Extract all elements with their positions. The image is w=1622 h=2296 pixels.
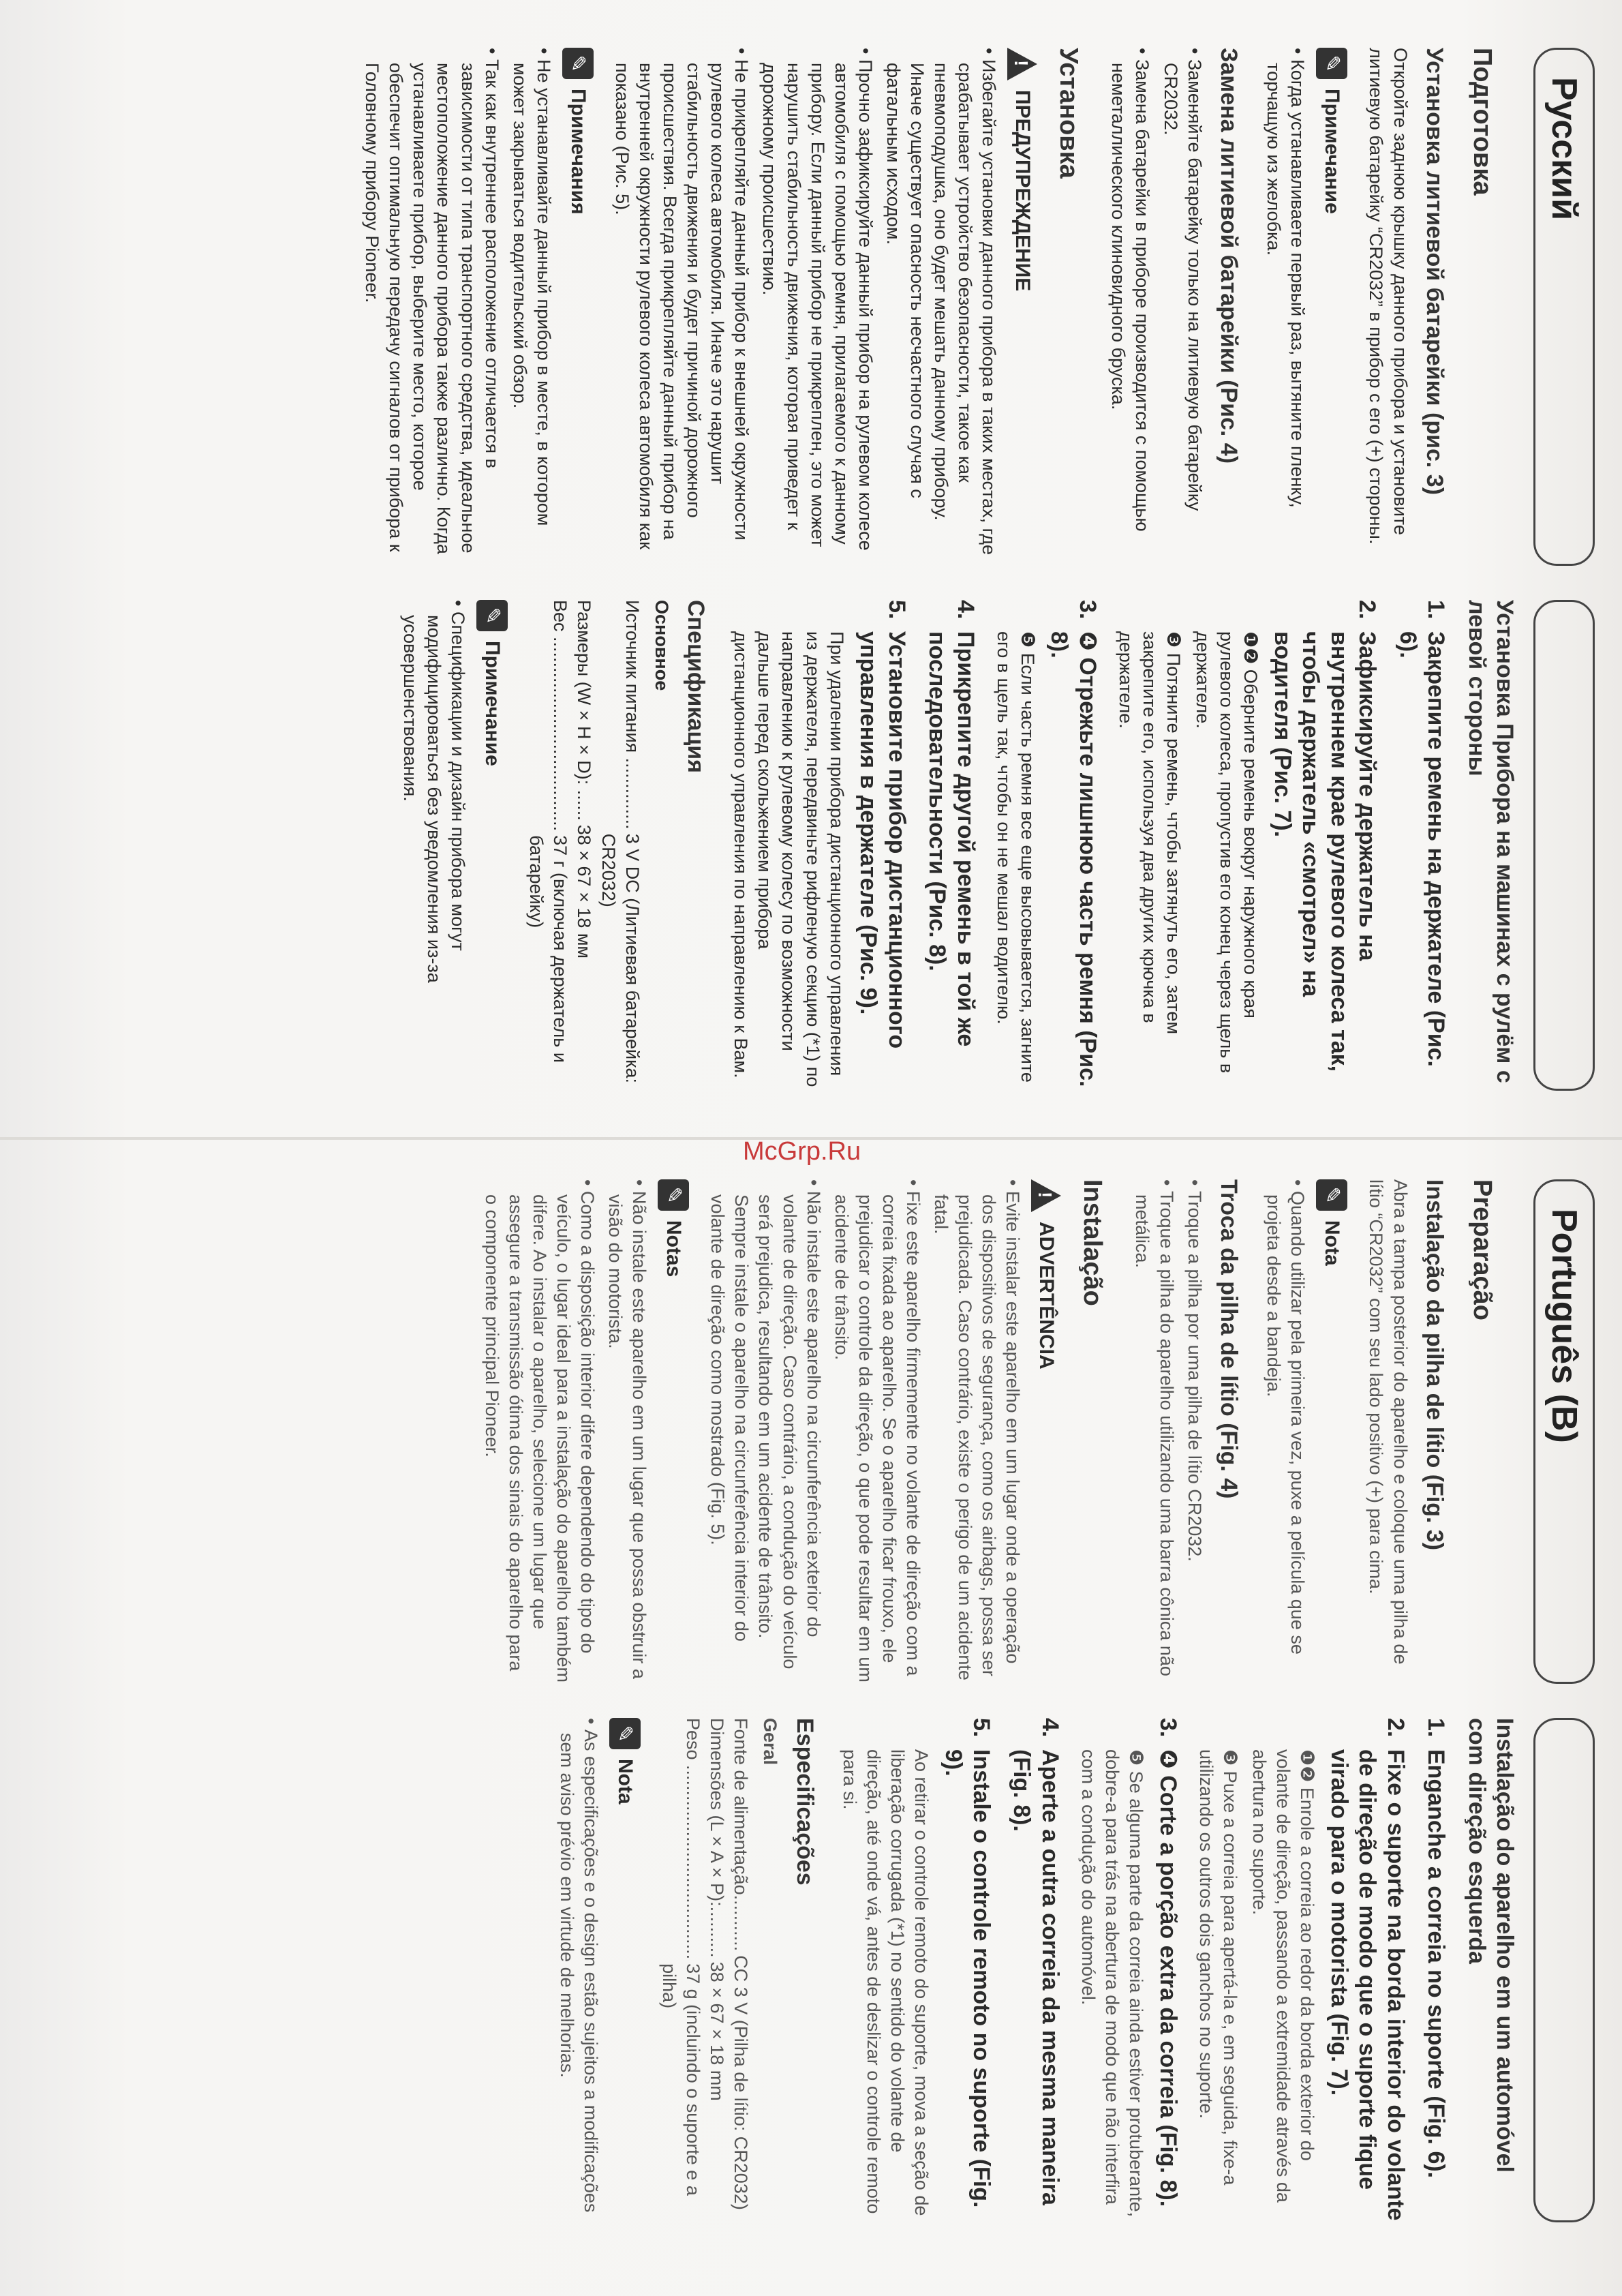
spec-key: Fonte de alimentação........... bbox=[731, 1718, 752, 1952]
pt-left-mount-heading: Instalação do aparelho em um automóvel com direção esquerda bbox=[1463, 1718, 1518, 2173]
pt-preparation-heading: Preparação bbox=[1468, 1179, 1497, 1321]
ru-step-1 bbox=[1393, 600, 1450, 1091]
list-item: • Не прикрепляйте данный прибор к внешней окружности рулевого колеса автомобиля. Иначе это нарушит стабильность движения и будет причиной дорожного происшествия. Всегда прикрепляйте данный прибор на внутренней окружности рулевого колеса автомобиля как показано (Рис. 5). bbox=[610, 48, 754, 566]
list-item: • Troque a pilha por uma pilha de lítio CR2032. bbox=[1182, 1179, 1206, 1684]
list-item: • Замена батарейки в приборе производится с помощью неметаллического клиновидного бруска. bbox=[1106, 48, 1154, 566]
list-item: • Não instale este aparelho em um lugar que possa obstruir a visão do motorista. bbox=[603, 1179, 651, 1684]
step-title: Fixe o suporte na borda interior do volante de direção de modo que o suporte fique virado para o motorista (Fig. 7). bbox=[1326, 1749, 1409, 2221]
portuguese-tab-label: Português (B) bbox=[1544, 1209, 1584, 1443]
list-item: • Не устанавливайте данный прибор в месте, в котором может закрываться водительский обзор. bbox=[508, 48, 555, 566]
step-number: 2. bbox=[1382, 1718, 1409, 1738]
ru-step-2 bbox=[1268, 600, 1381, 1091]
pencil-note-icon: ✎ bbox=[1316, 48, 1347, 79]
step-title: Закрепите ремень на держателе (Рис. 6). bbox=[1394, 631, 1450, 1067]
pt-battery-install-text: Abra a tampa posterior do aparelho e coloque uma pilha de lítio “CR2032” com seu lado positivo (+) para cima. bbox=[1366, 1179, 1411, 1665]
pencil-note-icon: ✎ bbox=[1316, 1179, 1347, 1211]
pencil-note-icon: ✎ bbox=[658, 1179, 689, 1211]
list-item: • Прочно зафиксируйте данный прибор на рулевом колесе автомобиля с помощью ремня, прилагаемого к данному прибору. Если данный прибор не прикреплен, это может нарушить стабильность движения, которая приведет к дорожному происшествию. bbox=[757, 48, 876, 566]
ru-warning bbox=[1007, 48, 1037, 566]
spec-row bbox=[705, 1718, 729, 2222]
pt-step-2 bbox=[1324, 1718, 1409, 2222]
pt-notes2-title: Notas bbox=[662, 1220, 686, 1278]
step-detail: При удалении прибора дистанционного управления из держателя, передвиньте рифленую секцию (*1) по направлению к рулевому колесу по возможности дальше перед скольжением прибора дистанционного управления по направлению к Вам. bbox=[731, 631, 847, 1087]
list-item: • Evite instalar este aparelho em um lugar onde a operação dos dispositivos de segurança, como os airbags, possa ser prejudicada. Caso contrário, existe o perigo de um acidente fatal. bbox=[929, 1179, 1024, 1684]
list-item: • Não instale este aparelho na circunferência exterior do volante de direção. Caso contrário, a condução do veículo será prejudica, resultando em um acidente de trânsito. Sempre instale o aparelho na circunferência interior do volante de direção como mostrado (Fig. 5). bbox=[705, 1179, 825, 1684]
russian-tab-label: Русский bbox=[1544, 77, 1584, 221]
pencil-note-icon: ✎ bbox=[609, 1718, 641, 1749]
pt-step-4 bbox=[1007, 1718, 1064, 2222]
spec-row bbox=[524, 600, 572, 1091]
pt-step-1 bbox=[1422, 1718, 1450, 2222]
list-item: • Como a disposição interior difere dependendo do tipo do veículo, o lugar ideal para a instalação do aparelho também difere. Ao instalar o aparelho, selecione um lugar que assegure a transmissão ótima dos sinais do aparelho para o componente principal Pioneer. bbox=[480, 1179, 599, 1684]
ru-install-heading: Установка bbox=[1054, 48, 1084, 179]
ru-column-2 bbox=[394, 600, 1595, 1091]
list-item: • Спецификации и дизайн прибора могут модифицироваться без уведомления из-за усовершенствования. bbox=[398, 600, 470, 1091]
pt-note3-title: Nota bbox=[613, 1759, 637, 1804]
step-number: 5. bbox=[968, 1718, 995, 1738]
step-title: Enganche a correia no suporte (Fig. 6). bbox=[1423, 1749, 1450, 2179]
step-detail: ❶❷ Оберните ремень вокруг наружного края рулевого колеса, пропустив его конец через щель в держателе. bbox=[1193, 631, 1261, 1074]
spec-value: 37 г (включая держатель и батарейку) bbox=[526, 835, 571, 1063]
spec-key: Источник питания .............. bbox=[622, 600, 643, 830]
ru-note1-title: Примечание bbox=[1321, 89, 1344, 214]
pencil-note-icon: ✎ bbox=[562, 48, 594, 79]
ru-warning-title: ПРЕДУПРЕЖДЕНИЕ bbox=[1011, 90, 1035, 292]
ru-note1 bbox=[1316, 48, 1347, 566]
spec-value: 37 g (incluindo o suporte e a pilha) bbox=[658, 1963, 703, 2196]
ru-battery-install-heading: Установка литиевой батарейки (рис. 3) bbox=[1422, 48, 1448, 496]
spec-value: 38 × 67 × 18 mm bbox=[707, 1961, 728, 2101]
step-title: Aperte a outra correia da mesma maneira (Fig. 8). bbox=[1009, 1749, 1063, 2205]
pt-notes2 bbox=[658, 1179, 689, 1684]
ru-header-bar bbox=[1533, 600, 1595, 1091]
spec-value: CC 3 V (Pilha de lítio: CR2032) bbox=[731, 1955, 752, 2210]
list-item: • Quando utilizar pela primeira vez, puxe a película que se projeta desde a bandeja. bbox=[1261, 1179, 1309, 1684]
step-title: Instale o controle remoto no suporte (Fig. 9). bbox=[940, 1749, 995, 2208]
spec-key: Размеры (W × H × D): ...... bbox=[574, 600, 595, 821]
list-item: • As especificações e o design estão sujeitos a modificações sem aviso prévio em virtude de melhorias. bbox=[555, 1718, 602, 2222]
pt-install-heading: Instalação bbox=[1078, 1179, 1107, 1306]
step-detail: ❺ Если часть ремня все еще высовывается, загните его в щель так, чтобы он не мешал водителю. bbox=[993, 631, 1038, 1083]
pt-step-3 bbox=[1153, 1718, 1181, 2222]
ru-step-4 bbox=[923, 600, 979, 1091]
pt-warning bbox=[1031, 1179, 1061, 1684]
pt-replace-heading: Troca da pilha de lítio (Fig. 4) bbox=[1216, 1179, 1242, 1499]
step-title: Зафиксируйте держатель на внутреннем крае рулевого колеса так, чтобы держатель «смотрел» на водителя (Рис. 7). bbox=[1269, 631, 1381, 1072]
portuguese-panel bbox=[354, 1179, 1595, 2243]
warning-triangle-icon: ! bbox=[1031, 1179, 1061, 1212]
spec-key: Вес ...................................... bbox=[550, 600, 571, 832]
step-title: ❹ Corte a porção extra da correia (Fig. 8). bbox=[1154, 1749, 1181, 2207]
warning-triangle-icon: ! bbox=[1007, 48, 1037, 80]
step-title: Прикрепите другой ремень в той же последовательности (Рис. 8). bbox=[924, 631, 979, 1047]
step-detail: ❸ Потяните ремень, чтобы затянуть его, затем закрепите его, используя два других крючка в держателе. bbox=[1115, 631, 1184, 1035]
watermark: McGrp.Ru bbox=[743, 1137, 861, 1166]
pt-step-5 bbox=[938, 1718, 995, 2222]
step-title: ❹ Отрежьте лишнюю часть ремня (Рис. 8). bbox=[1046, 631, 1101, 1087]
russian-panel bbox=[116, 48, 1595, 1111]
step-title: Установите прибор дистанционного управления в держателе (Рис. 9). bbox=[855, 631, 910, 1049]
pt-column-1 bbox=[476, 1179, 1520, 1684]
spec-key: Peso ...................................... bbox=[682, 1718, 703, 1960]
step-number: 5. bbox=[883, 600, 910, 620]
spec-value: 38 × 67 × 18 мм bbox=[574, 824, 595, 958]
step-number: 1. bbox=[1423, 600, 1450, 620]
pt-battery-install-heading: Instalação da pilha de lítio (Fig. 3) bbox=[1422, 1179, 1448, 1551]
step-number: 3. bbox=[1154, 1718, 1181, 1738]
pt-note1 bbox=[1316, 1179, 1347, 1684]
spec-row bbox=[729, 1718, 752, 2222]
step-number: 3. bbox=[1074, 600, 1101, 620]
list-item: • Так как внутреннее расположение отличается в зависимости от типа транспортного средства, идеальное местоположение данного прибора также различно. Когда устанавливаете прибор, выберите место, которое обеспечит оптимальную передачу сигналов от прибора к Головному прибору Pioneer. bbox=[360, 48, 504, 566]
pt-note3 bbox=[609, 1718, 641, 2222]
step-detail: ❸ Puxe a correia para apertá-la e, em seguida, fixe-a utilizando os outros dois ganchos no suporte. bbox=[1195, 1749, 1240, 2186]
list-item: • Заменяйте батарейку только на литиевую батарейку CR2032. bbox=[1159, 48, 1206, 566]
russian-tab bbox=[1533, 48, 1595, 566]
list-item: • Избегайте установки данного прибора в таких местах, где срабатывает устройство безопасности, такое как пневмоподушка, оно будет мешать данному прибору. Иначе существует опасность несчастного случая с фатальным исходом. bbox=[881, 48, 1000, 566]
step-detail: ❶❷ Enrole a correia ao redor da borda exterior do volante de direção, passando a extremidade através da abertura no suporte. bbox=[1249, 1749, 1318, 2203]
spec-key: Dimensões (L × A × P):.......... bbox=[707, 1718, 728, 1958]
ru-column-1 bbox=[356, 48, 1520, 566]
pt-spec-general: Geral bbox=[760, 1718, 781, 1766]
ru-note3-title: Примечание bbox=[481, 641, 504, 766]
ru-replace-heading: Замена литиевой батарейки (Рис. 4) bbox=[1216, 48, 1242, 464]
step-number: 4. bbox=[1037, 1718, 1063, 1738]
ru-spec-heading: Спецификация bbox=[683, 600, 709, 774]
step-detail: ❺ Se alguma parte da correia ainda estiver protuberante, dobre-a para trás na abertura de modo que não interfira com a condução do automóvel. bbox=[1078, 1749, 1147, 2218]
ru-step-3 bbox=[1045, 600, 1101, 1091]
step-number: 1. bbox=[1423, 1718, 1450, 1738]
spec-row bbox=[596, 600, 643, 1091]
pt-column-2 bbox=[551, 1718, 1595, 2222]
spec-row bbox=[572, 600, 596, 1091]
pt-header-bar bbox=[1533, 1718, 1595, 2222]
spec-row bbox=[657, 1718, 705, 2222]
ru-notes2 bbox=[562, 48, 594, 566]
spec-value: 3 V DC (Литиевая батарейка: CR2032) bbox=[598, 833, 643, 1084]
list-item: • Когда устанавливаете первый раз, вытяните пленку, торчащую из желобка. bbox=[1261, 48, 1309, 566]
pt-warning-title: ADVERTÊNCIA bbox=[1035, 1222, 1058, 1370]
pencil-note-icon: ✎ bbox=[476, 600, 508, 631]
ru-preparation-heading: Подготовка bbox=[1468, 48, 1497, 196]
ru-notes2-title: Примечания bbox=[566, 89, 590, 215]
pt-note1-title: Nota bbox=[1321, 1220, 1344, 1266]
step-number: 4. bbox=[952, 600, 979, 620]
step-detail: Ao retirar o controle remoto do suporte, mova a seção de liberação corrugada (*1) no sentido do volante de direção, até onde vá, antes de deslizar o controle remoto para si. bbox=[839, 1749, 932, 2216]
pt-spec-heading: Especificações bbox=[791, 1718, 818, 1886]
ru-spec-general: Основное bbox=[651, 600, 672, 691]
portuguese-tab bbox=[1533, 1179, 1595, 1684]
ru-battery-install-text: Откройте заднюю крышку данного прибора и установите литиевую батарейку “CR2032” в прибор с его (+) стороны. bbox=[1366, 48, 1411, 545]
ru-step-5 bbox=[854, 600, 911, 1091]
list-item: • Troque a pilha do aparelho utilizando uma barra cônica não metálica. bbox=[1130, 1179, 1178, 1684]
ru-left-mount-heading: Установка Прибора на машинах с рулём с левой стороны bbox=[1463, 600, 1518, 1083]
step-number: 2. bbox=[1354, 600, 1381, 620]
ru-note3 bbox=[476, 600, 508, 1091]
list-item: • Fixe este aparelho firmemente no volante de direção com a correia fixada ao aparelho. Se o aparelho ficar frouxo, ele prejudicar o controle da direção, o que pode resultar em um acidente de trânsito. bbox=[829, 1179, 925, 1684]
